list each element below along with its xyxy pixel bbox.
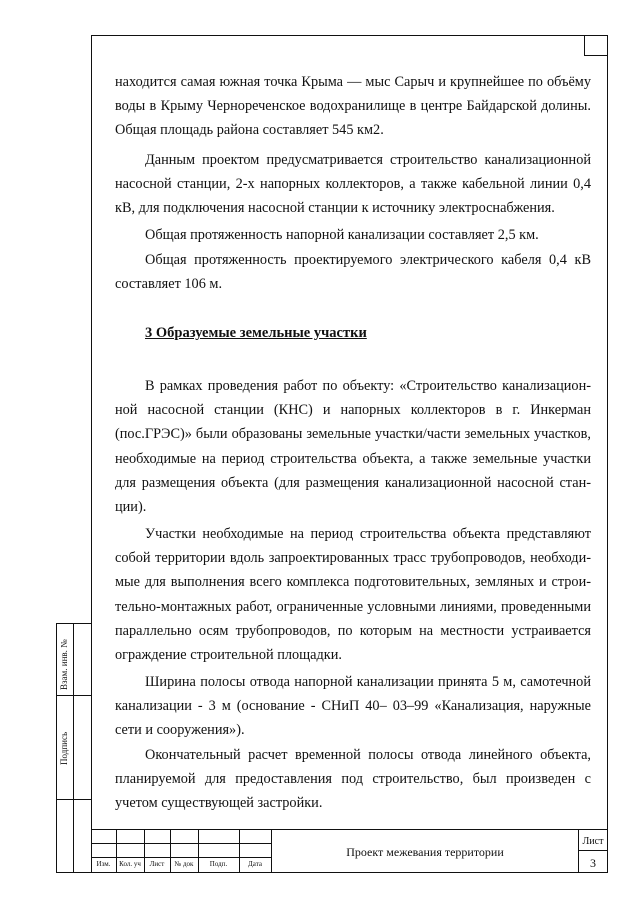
paragraph-5: Участки необходимые на период строительства объекта представляют собой территории вдоль запроектированных трасс трубопроводов, необходимые для выполнения всего комплекса подготовительных, земляных и строительно-монтажных работ, ограниченные условными линиями, проведенными параллельно осям трубопроводов, по которым на местности устраивается ограждение строительной площадки. bbox=[115, 526, 591, 664]
tb-col-nom-dok: № док bbox=[174, 860, 194, 868]
tb-sheet-number: 3 bbox=[590, 856, 596, 870]
frame-left bbox=[91, 35, 92, 873]
tb-sheet-label: Лист bbox=[582, 836, 604, 847]
side-label-vzam: Взам. инв. № bbox=[59, 639, 69, 690]
side-stamp-left bbox=[56, 623, 57, 873]
side-label-podpis: Подпись bbox=[59, 731, 69, 765]
paragraph-7: Окончательный расчет временной полосы отвода линейного объекта, планируемой для предоставления под строительство, был произведен с учетом существующей застройки. bbox=[115, 747, 591, 812]
tb-col-kol-uch: Кол. уч bbox=[119, 860, 141, 868]
side-stamp-inner bbox=[73, 623, 74, 873]
tb-col-izm: Изм. bbox=[96, 860, 111, 868]
tb-document-title: Проект межевания территории bbox=[346, 845, 504, 859]
paragraph-3: Общая протяженность проектируемого электрического кабеля 0,4 кВ составляет 106 м. bbox=[115, 252, 591, 293]
paragraph-6: Ширина полосы отвода напорной канализации принята 5 м, самотечной канализации - 3 м (основание - СНиП 40– 03–99 «Канализация, наружные сети и сооружения»). bbox=[115, 674, 591, 739]
paragraph-4: В рамках проведения работ по объекту: «Строительство канализационной насосной станции (КНС) и напорных коллекторов в г. Инкерман (пос.ГРЭС)» были образованы земельные участки/части земельных участков, необходимые на период строительства объекта, а также земельные участки для размещения объекта (для размещения канализационной насосной станции). bbox=[115, 378, 591, 516]
paragraph-2: Общая протяженность напорной канализации составляет 2,5 км. bbox=[145, 227, 539, 243]
frame-top bbox=[91, 35, 608, 36]
frame-bottom bbox=[56, 872, 608, 873]
paragraph-1: Данным проектом предусматривается строительство канализационной насосной станции, 2-х напорных коллекторов, а также кабельной линии 0,4 кВ, для подключения насосной станции к источнику электроснабжения. bbox=[115, 152, 591, 217]
frame-right bbox=[607, 35, 608, 873]
tb-col-podp: Подп. bbox=[209, 860, 228, 868]
paragraph-0: находится самая южная точка Крыма — мыс Сарыч и крупнейшее по объёму воды в Крыму Чернореченское водохранилище в центре Байдарской долины. Общая площадь района составляет 545 км2. bbox=[115, 74, 591, 139]
section-heading: 3 Образуемые земельные участки bbox=[145, 325, 367, 341]
tb-col-data: Дата bbox=[248, 860, 262, 868]
tb-col-list: Лист bbox=[149, 860, 165, 868]
